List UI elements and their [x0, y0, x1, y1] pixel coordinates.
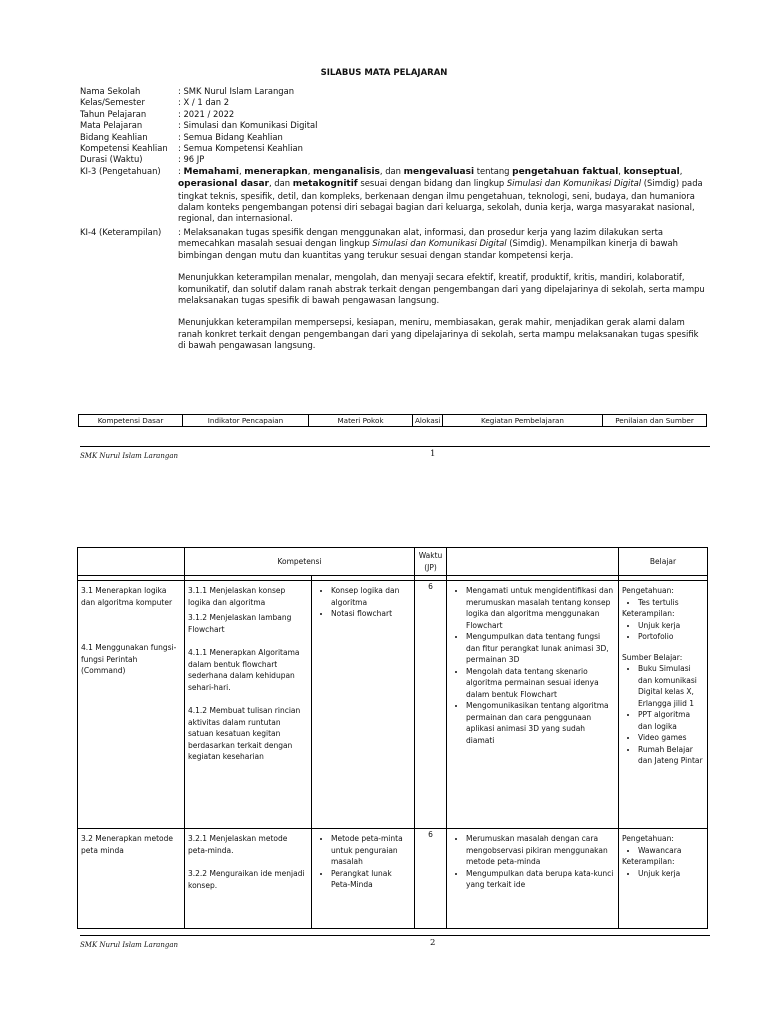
list-item: • Unjuk kerja	[638, 868, 704, 880]
info-row-ki4: KI-4 (Keterampilan) : Melaksanakan tugas spesifik dengan menggunakan alat, informasi, dan prosedur kerja yang lazim dilakukan serta memecahkan masalah sesuai dengan lingkup Simulasi dan Komunikasi Digital (Simdig). Menampilkan kinerja di bawah bimbingan dengan mutu dan kuantitas yang terukur sesuai dengan standar kompetensi kerja. Menunjukkan keterampilan menalar, mengolah, dan menyaji secara efektif, kreatif, produktif, kritis, mandiri, kolaboratif, komunikatif, dan solutif dalam ranah abstrak terkait dengan pengembangan dari yang dipelajarinya di sekolah, serta mampu melaksanakan tugas spesifik di bawah pengawasan langsung. Menunjukkan keterampilan mempersepsi, kesiapan, meniru, membiasakan, gerak mahir, menjadikan gerak alami dalam ranah konkret terkait dengan pengembangan dari yang dipelajarinya di sekolah, serta mampu melaksanakan tugas spesifik di bawah pengawasan langsung.	[80, 226, 705, 351]
info-row-field: Bidang Keahlian : Semua Bidang Keahlian	[80, 131, 283, 142]
page-number: 2	[430, 938, 436, 948]
list-item: • Wawancara	[638, 845, 704, 857]
page-1	[0, 0, 768, 470]
header-kompetensi-dasar: Kompetensi Dasar	[79, 415, 183, 427]
list-item: • Video games	[638, 732, 704, 744]
indicator-cell: 3.2.1 Menjelaskan metode peta-minda. 3.2.2 Menguraikan ide menjadi konsep.	[185, 829, 312, 929]
table-header-row	[78, 548, 708, 576]
jp-cell: 6	[415, 581, 447, 829]
kegiatan-cell	[447, 829, 619, 929]
syllabus-info	[80, 86, 706, 352]
info-row-school: Nama Sekolah : SMK Nurul Islam Larangan	[80, 86, 295, 96]
list-item: • Mengumpulkan data tentang fungsi dan fitur perangkat lunak animasi 3D, permainan 3D	[466, 631, 615, 666]
page-footer	[80, 935, 710, 949]
page-2	[0, 535, 768, 1024]
info-row-competency: Kompetensi Keahlian : Semua Kompetensi Keahlian	[80, 143, 303, 154]
ki4-paragraph-2: Menunjukkan keterampilan menalar, mengolah, dan menyaji secara efektif, kreatif, produktif, kritis, mandiri, kolaboratif, komunikatif, dan solutif dalam ranah abstrak terkait dengan pengembangan dari yang dipelajarinya di sekolah, serta mampu melaksanakan tugas spesifik di bawah pengawasan langsung.	[178, 272, 705, 305]
document-title: SILABUS MATA PELAJARAN	[320, 68, 448, 78]
syllabus-table	[77, 547, 708, 929]
list-item: • Mengumpulkan data berupa kata-kunci yang terkait ide	[466, 868, 615, 891]
list-item: • Portofolio	[638, 631, 704, 643]
kd-cell: 3.1 Menerapkan logika dan algoritma komputer 4.1 Menggunakan fungsi-fungsi Perintah (Command)	[78, 581, 185, 829]
list-item: • Tes tertulis	[638, 597, 704, 609]
header-penilaian: Penilaian dan Sumber	[603, 415, 707, 427]
list-item: • PPT algoritma dan logika	[638, 709, 704, 732]
indicator-cell: 3.1.1 Menjelaskan konsep logika dan algoritma 3.1.2 Menjelaskan lambang Flowchart 4.1.1 Menerapkan Algoritama dalam bentuk flowchart sederhana dalam kehidupan sehari-hari. 4.1.2 Membuat tulisan rincian aktivitas dalam runtutan satuan kesatuan kegitan berdasarkan terkait dengan kegiatan keseharian	[185, 581, 312, 829]
materi-cell	[312, 829, 415, 929]
info-row-year: Tahun Pelajaran : 2021 / 2022	[80, 108, 235, 119]
list-item: • Metode peta-minta untuk penguraian masalah	[331, 833, 411, 868]
list-item: • Notasi flowchart	[331, 608, 411, 620]
page-gap	[0, 470, 768, 535]
header-kompetensi: Kompetensi	[185, 548, 415, 576]
list-item: • Rumah Belajar dan Jateng Pintar	[638, 744, 704, 767]
header-materi: Materi Pokok	[309, 415, 413, 427]
penilaian-cell: Pengetahuan: • Wawancara Keterampilan: • Unjuk kerja	[619, 829, 708, 929]
list-item: • Buku Simulasi dan komunikasi Digital kelas X, Erlangga jilid 1	[638, 663, 704, 709]
list-item: • Unjuk kerja	[638, 620, 704, 632]
footer-school: SMK Nurul Islam Larangan	[80, 452, 179, 460]
list-item: • Merumuskan masalah dengan cara mengobservasi pikiran menggunakan metode peta-minda	[466, 833, 615, 868]
jp-cell: 6	[415, 829, 447, 929]
syllabus-header-row	[78, 414, 707, 427]
list-item: • Konsep logika dan algoritma	[331, 585, 411, 608]
header-belajar: Belajar	[619, 548, 708, 576]
page-footer	[80, 446, 710, 460]
ki4-paragraph-3: Menunjukkan keterampilan mempersepsi, kesiapan, meniru, membiasakan, gerak mahir, menjadikan gerak alami dalam ranah konkret terkait dengan pengembangan dari yang dipelajarinya di sekolah, serta mampu melaksanakan tugas spesifik di bawah pengawasan langsung.	[178, 317, 699, 351]
materi-cell	[312, 581, 415, 829]
kegiatan-cell	[447, 581, 619, 829]
footer-school: SMK Nurul Islam Larangan	[80, 941, 179, 949]
header-waktu: Waktu (JP)	[415, 548, 447, 576]
info-row-class: Kelas/Semester : X / 1 dan 2	[80, 97, 230, 108]
list-item: • Mengomunikasikan tentang algoritma permainan dan cara penggunaan aplikasi animasi 3D yang sudah diamati	[466, 700, 615, 746]
list-item: • Mengamati untuk mengidentifikasi dan merumuskan masalah tentang konsep logika dan algoritma menggunakan Flowchart	[466, 585, 615, 631]
table-row	[78, 581, 708, 829]
page-number: 1	[430, 449, 436, 459]
list-item: • Perangkat lunak Peta-Minda	[331, 868, 411, 891]
info-row-duration: Durasi (Waktu) : 96 JP	[80, 154, 205, 165]
info-row-subject: Mata Pelajaran : Simulasi dan Komunikasi Digital	[80, 120, 318, 131]
penilaian-cell: Pengetahuan: • Tes tertulis Keterampilan: • Unjuk kerja • Portofolio Sumber Belajar: • Buku Simulasi dan komunikasi Digital kelas X, Erlangga jilid 1 • PPT algoritma dan logika • Video games • Rumah Belajar dan Jateng Pintar	[619, 581, 708, 829]
ki4-text	[178, 227, 706, 352]
header-kegiatan: Kegiatan Pembelajaran	[443, 415, 603, 427]
table-row	[78, 829, 708, 929]
ki4-paragraph-1: : Melaksanakan tugas spesifik dengan menggunakan alat, informasi, dan prosedur kerja yang lazim dilakukan serta memecahkan masalah sesuai dengan lingkup Simulasi dan Komunikasi Digital (Simdig). Menampilkan kinerja di bawah bimbingan dengan mutu dan kuantitas yang terukur sesuai dengan standar kompetensi kerja.	[178, 226, 678, 260]
header-indikator: Indikator Pencapaian	[183, 415, 309, 427]
info-row-ki3: KI-3 (Pengetahuan) : Memahami, menerapkan, menganalisis, dan mengevaluasi tentang pengetahuan faktual, konseptual, operasional dasar, dan metakognitif sesuai dengan bidang dan lingkup Simulasi dan Komunikasi Digital (Simdig) pada tingkat teknis, spesifik, detil, dan kompleks, berkenaan dengan ilmu pengetahuan, teknologi, seni, budaya, dan humaniora dalam konteks pengembangan potensi diri sebagai bagian dari keluarga, sekolah, dunia kerja, warga masyarakat nasional, regional, dan internasional.	[80, 166, 706, 225]
ki3-text: : Memahami, menerapkan, menganalisis, dan mengevaluasi tentang pengetahuan faktual, konseptual, operasional dasar, dan metakognitif sesuai dengan bidang dan lingkup Simulasi dan Komunikasi Digital (Simdig) pada tingkat teknis, spesifik, detil, dan kompleks, berkenaan dengan ilmu pengetahuan, teknologi, seni, budaya, dan humaniora dalam konteks pengembangan potensi diri sebagai bagian dari keluarga, sekolah, dunia kerja, warga masyarakat nasional, regional, dan internasional.	[178, 165, 703, 224]
header-alokasi: Alokasi	[413, 415, 443, 427]
kd-cell: 3.2 Menerapkan metode peta minda	[78, 829, 185, 929]
list-item: • Mengolah data tentang skenario algoritma permainan sesuai idenya dalam bentuk Flowchart	[466, 666, 615, 701]
